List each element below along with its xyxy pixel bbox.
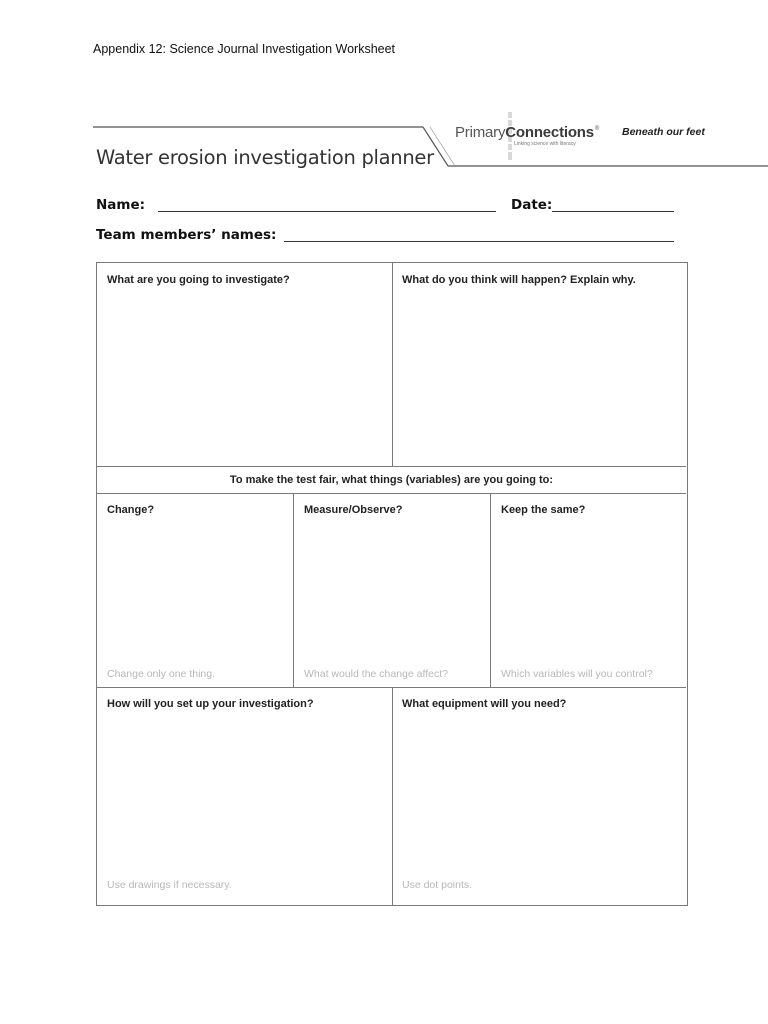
date-line[interactable]	[552, 211, 674, 212]
logo-primary: Primary	[455, 124, 506, 141]
prediction-question: What do you think will happen? Explain why.	[402, 274, 636, 286]
measure-cell[interactable]	[294, 494, 490, 687]
appendix-heading: Appendix 12: Science Journal Investigation Worksheet	[93, 42, 396, 56]
equipment-question: What equipment will you need?	[402, 698, 567, 710]
planner-title: Water erosion investigation planner	[96, 146, 434, 169]
keep-same-hint: Which variables will you control?	[501, 668, 653, 680]
measure-hint: What would the change affect?	[304, 668, 448, 680]
logo-tagline: Linking science with literacy	[514, 141, 576, 147]
setup-question: How will you set up your investigation?	[107, 698, 314, 710]
logo-registered-mark: ®	[594, 126, 600, 132]
equipment-hint: Use dot points.	[402, 879, 473, 891]
banner-lines	[0, 110, 768, 180]
change-hint: Change only one thing.	[107, 668, 215, 680]
prediction-cell[interactable]	[393, 263, 686, 466]
setup-cell[interactable]	[97, 688, 393, 904]
investigation-planner-grid	[96, 262, 688, 906]
setup-hint: Use drawings if necessary.	[107, 879, 232, 891]
team-members-label: Team members’ names:	[96, 227, 277, 243]
name-line[interactable]	[158, 211, 496, 212]
team-members-line[interactable]	[284, 241, 674, 242]
measure-question: Measure/Observe?	[304, 504, 403, 516]
date-label: Date:	[511, 197, 553, 213]
change-question: Change?	[107, 504, 155, 516]
keep-same-cell[interactable]	[491, 494, 686, 687]
primary-connections-logo	[455, 124, 599, 141]
investigate-cell[interactable]	[97, 263, 393, 466]
investigate-question: What are you going to investigate?	[107, 274, 290, 286]
logo-connections: Connections	[505, 124, 594, 141]
change-cell[interactable]	[97, 494, 293, 687]
name-label: Name:	[96, 197, 146, 213]
keep-same-question: Keep the same?	[501, 504, 586, 516]
unit-slogan: Beneath our feet	[622, 126, 705, 138]
equipment-cell[interactable]	[393, 688, 686, 904]
fair-test-heading: To make the test fair, what things (variables) are you going to:	[229, 474, 554, 486]
fair-test-row	[97, 467, 686, 493]
